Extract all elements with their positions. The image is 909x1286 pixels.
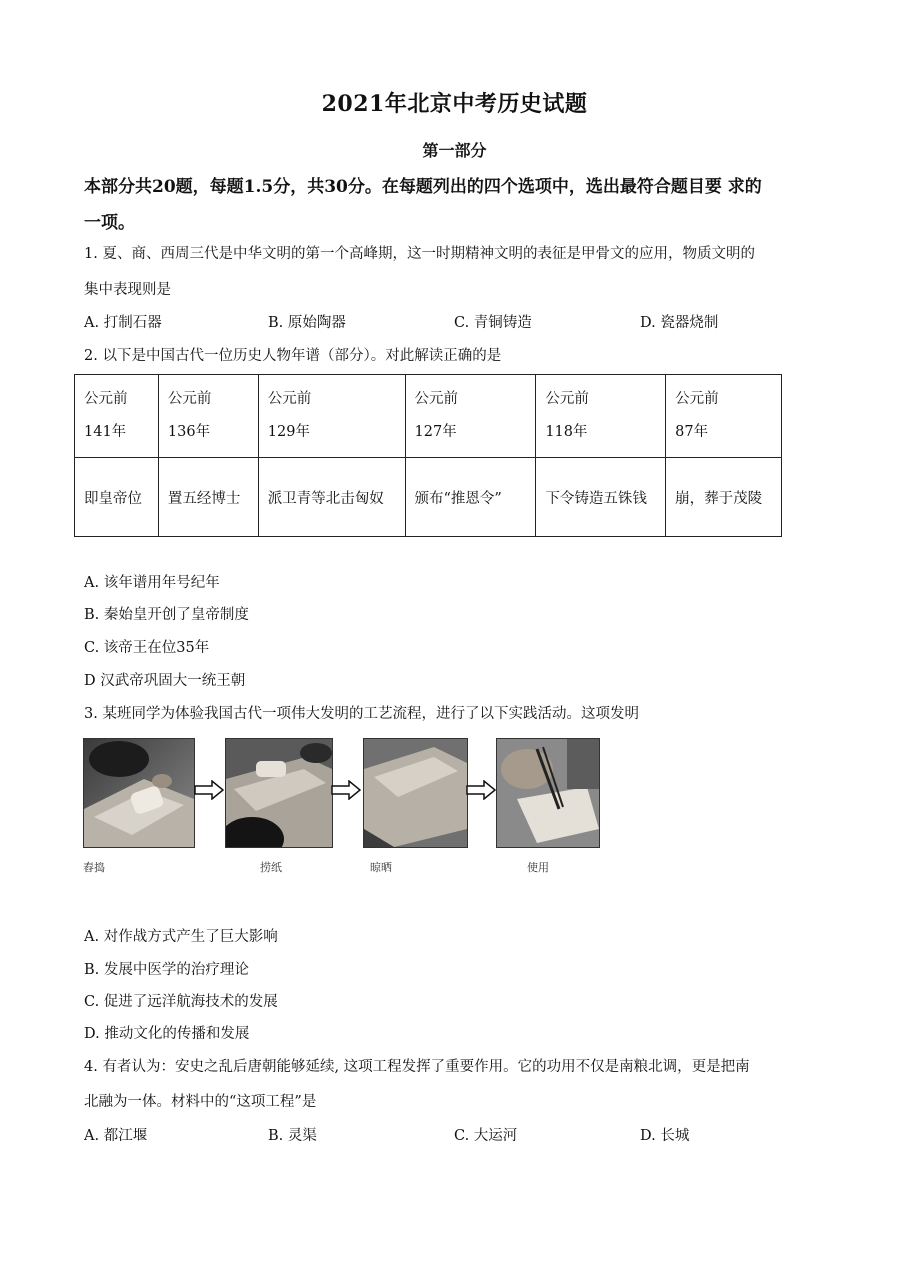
event-cell: 置五经博士 (158, 458, 258, 537)
q4-option-c[interactable]: C. 大运河 (454, 1128, 518, 1144)
q1-option-b[interactable]: B. 原始陶器 (268, 315, 346, 331)
photo-drying (363, 738, 468, 848)
photo-pounding (83, 738, 195, 848)
q2-option-a[interactable]: A. 该年谱用年号纪年 (84, 575, 220, 591)
q3-option-a[interactable]: A. 对作战方式产生了巨大影响 (84, 929, 278, 945)
q3-option-d[interactable]: D. 推动文化的传播和发展 (84, 1026, 250, 1042)
q1-option-a[interactable]: A. 打制石器 (84, 315, 162, 331)
q1-stem-line-1: 1. 夏、商、西周三代是中华文明的第一个高峰期，这一时期精神文明的表征是甲骨文的应用，物质文明的 (84, 246, 755, 262)
photo-using (496, 738, 600, 848)
event-cell: 派卫青等北击匈奴 (258, 458, 405, 537)
page-title: 2021年北京中考历史试题 (321, 91, 588, 117)
instructions-line-2: 一项。 (84, 213, 135, 233)
q2-option-d[interactable]: D 汉武帝巩固大一统王朝 (84, 673, 246, 689)
photo-scooping (225, 738, 333, 848)
q3-option-b[interactable]: B. 发展中医学的治疗理论 (84, 962, 249, 978)
q2-option-b[interactable]: B. 秦始皇开创了皇帝制度 (84, 607, 249, 623)
q4-stem-line-2: 北融为一体。材料中的“这项工程”是 (84, 1094, 317, 1110)
q3-option-c[interactable]: C. 促进了远洋航海技术的发展 (84, 994, 278, 1010)
event-cell: 即皇帝位 (75, 458, 159, 537)
q1-stem-line-2: 集中表现则是 (84, 282, 171, 298)
section-heading: 第一部分 (422, 141, 487, 160)
q3-stem: 3. 某班同学为体验我国古代一项伟大发明的工艺流程，进行了以下实践活动。这项发明 (84, 706, 639, 722)
photo-caption-3: 晾晒 (370, 861, 392, 874)
year-cell: 公元前 87年 (666, 375, 782, 458)
year-cell: 公元前 136年 (158, 375, 258, 458)
photo-caption-4: 使用 (527, 861, 549, 874)
q2-option-c[interactable]: C. 该帝王在位35年 (84, 640, 210, 656)
year-cell: 公元前 118年 (536, 375, 666, 458)
q4-option-a[interactable]: A. 都江堰 (84, 1128, 148, 1144)
arrow-right-icon (466, 780, 496, 800)
q2-stem: 2. 以下是中国古代一位历史人物年谱（部分）。对此解读正确的是 (84, 348, 502, 364)
year-cell: 公元前 129年 (258, 375, 405, 458)
event-cell: 下令铸造五铢钱 (536, 458, 666, 537)
chronology-table (74, 374, 782, 537)
photo-caption-1: 舂捣 (83, 861, 105, 874)
q4-option-d[interactable]: D. 长城 (640, 1128, 690, 1144)
year-cell: 公元前 141年 (75, 375, 159, 458)
event-cell: 崩，葬于茂陵 (666, 458, 782, 537)
q1-option-c[interactable]: C. 青铜铸造 (454, 315, 532, 331)
instructions-line-1: 本部分共20题，每题1.5分，共30分。在每题列出的四个选项中，选出最符合题目要 求的 (84, 177, 762, 197)
q1-option-d[interactable]: D. 瓷器烧制 (640, 315, 719, 331)
q4-option-b[interactable]: B. 灵渠 (268, 1128, 317, 1144)
arrow-right-icon (194, 780, 224, 800)
q4-stem-line-1: 4. 有者认为：安史之乱后唐朝能够延续, 这项工程发挥了重要作用。它的功用不仅是南粮北调，更是把南 (84, 1059, 750, 1075)
photo-caption-2: 捞纸 (260, 861, 282, 874)
event-cell: 颁布“推恩令” (405, 458, 536, 537)
arrow-right-icon (331, 780, 361, 800)
year-cell: 公元前 127年 (405, 375, 536, 458)
